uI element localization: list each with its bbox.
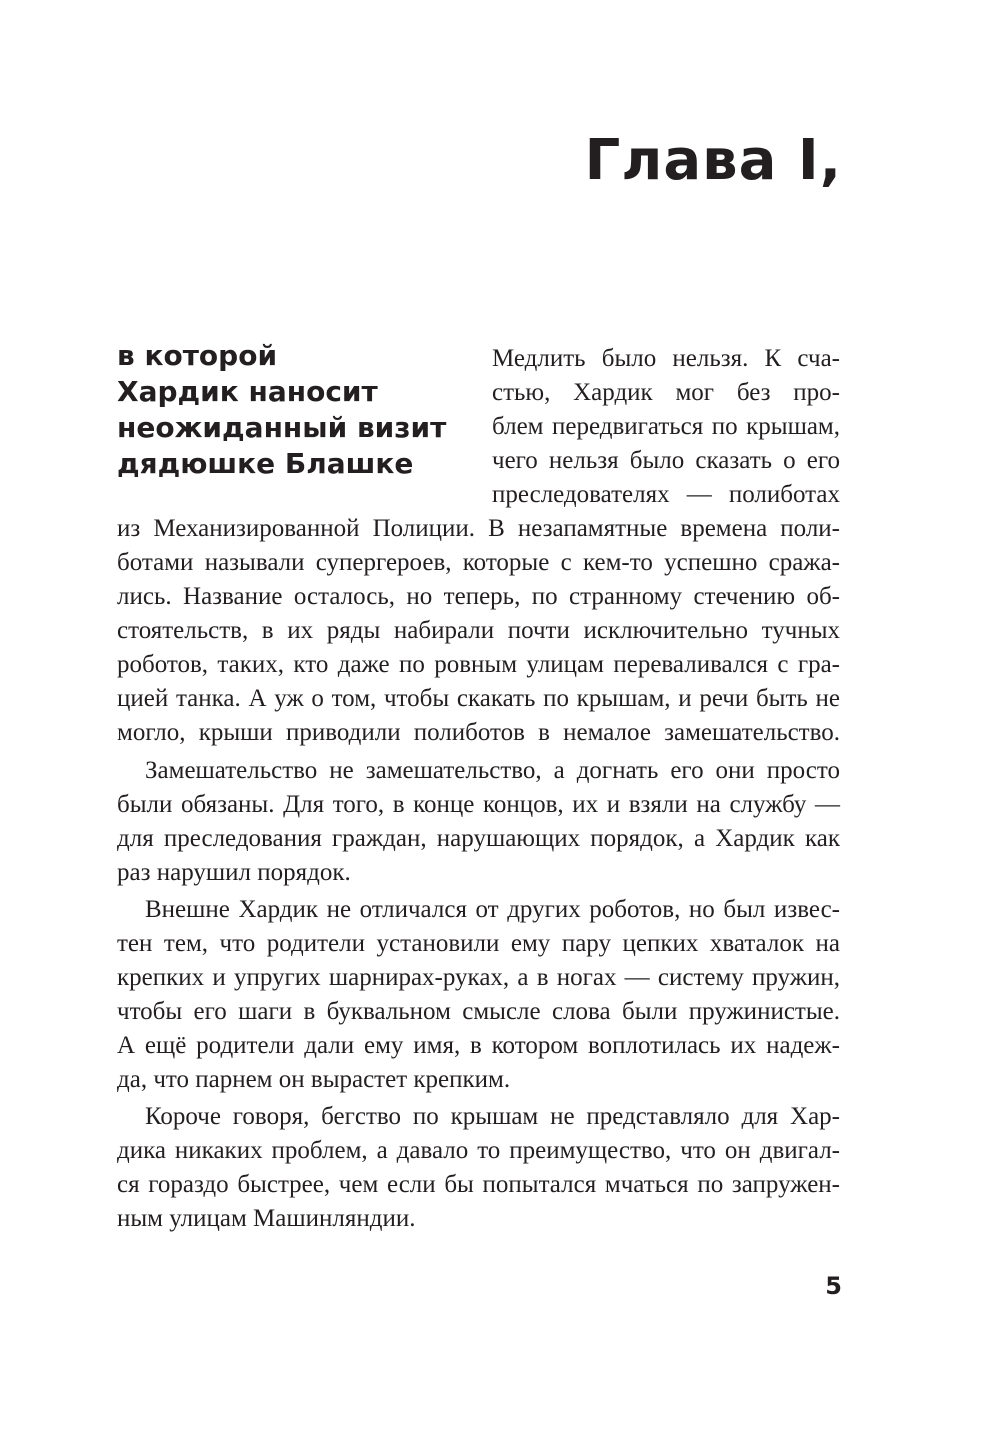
text-line: Замешательство не замешательство, а догнать его они просто [145, 757, 840, 784]
text-line: Внешне Хардик не отличался от других роботов, но был извес- [145, 896, 840, 923]
text-line: могло, крыши приводили полиботов в немалое замешательство. [117, 719, 840, 746]
page-number: 5 [825, 1272, 842, 1300]
text-line: цией танка. А уж о том, чтобы скакать по крышам, и речи быть не [117, 685, 840, 712]
subtitle-line: в которой [117, 339, 278, 372]
text-line: Медлить было нельзя. К сча- [492, 345, 840, 372]
text-line: тен тем, что родители установили ему пару цепких хваталок на [117, 930, 840, 957]
text-line: из Механизированной Полиции. В незапамятные времена поли- [117, 515, 840, 542]
text-line: ным улицам Машинляндии. [117, 1205, 416, 1232]
text-line: раз нарушил порядок. [117, 859, 351, 886]
text-line: преследователях — полиботах [492, 481, 840, 508]
text-line: чего нельзя было сказать о его [492, 447, 840, 474]
chapter-title: Глава I, [584, 128, 842, 193]
text-line: стоятельств, в их ряды набирали почти исключительно тучных [117, 617, 840, 644]
text-line: да, что парнем он вырастет крепким. [117, 1066, 511, 1093]
text-line: дика никаких проблем, а давало то преимущество, что он двигал- [117, 1137, 840, 1164]
text-line: лись. Название осталось, но теперь, по странному стечению об- [117, 583, 840, 610]
text-line: ботами называли супергероев, которые с кем-то успешно сража- [117, 549, 840, 576]
text-line: были обязаны. Для того, в конце концов, их и взяли на службу — [117, 791, 840, 818]
text-line: Короче говоря, бегство по крышам не представляло для Хар- [145, 1103, 840, 1130]
text-line: для преследования граждан, нарушающих порядок, а Хардик как [117, 825, 840, 852]
text-line: чтобы его шаги в буквальном смысле слова были пружинистые. [117, 998, 840, 1025]
subtitle-line: неожиданный визит [117, 411, 447, 444]
chapter-subtitle [117, 338, 477, 482]
text-line: ся гораздо быстрее, чем если бы попытался мчаться по запружен- [117, 1171, 840, 1198]
subtitle-line: дядюшке Блашке [117, 447, 414, 480]
text-line: А ещё родители дали ему имя, в котором воплотилась их надеж- [117, 1032, 840, 1059]
text-line: стью, Хардик мог без про- [492, 379, 840, 406]
text-line: крепких и упругих шарнирах-руках, а в ногах — систему пружин, [117, 964, 840, 991]
text-line: блем передвигаться по крышам, [492, 413, 840, 440]
text-line: роботов, таких, кто даже по ровным улицам переваливался с гра- [117, 651, 840, 678]
subtitle-line: Хардик наносит [117, 375, 378, 408]
